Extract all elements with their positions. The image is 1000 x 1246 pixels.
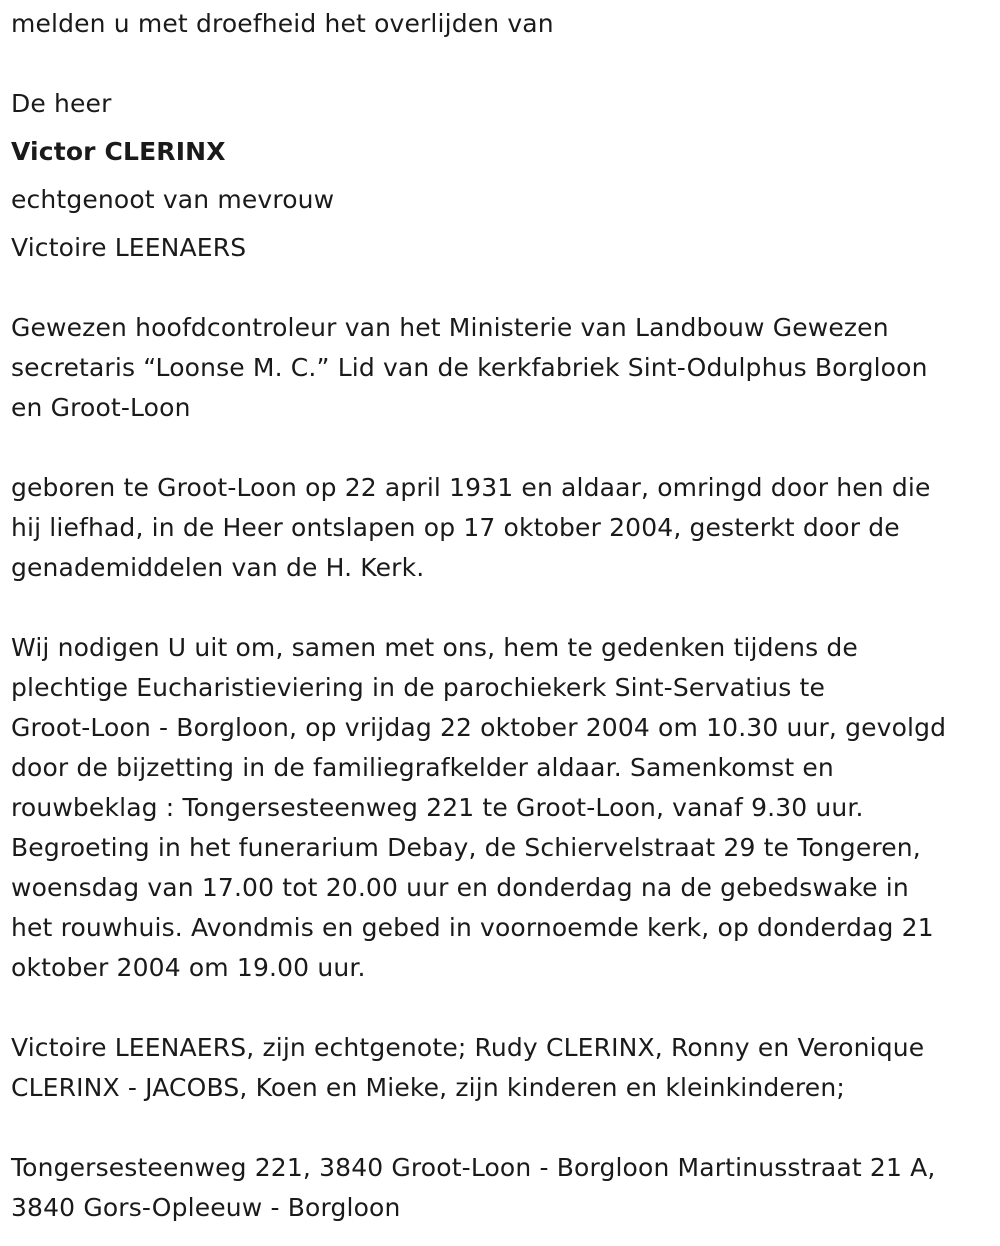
invitation-line: Groot-Loon - Borgloon, op vrijdag 22 oktober 2004 om 10.30 uur, gevolgd	[11, 713, 947, 742]
intro-text: melden u met droefheid het overlijden van	[11, 9, 554, 38]
career-line: Gewezen hoofdcontroleur van het Ministerie van Landbouw Gewezen	[11, 313, 889, 342]
biography-line: geboren te Groot-Loon op 22 april 1931 en aldaar, omringd door hen die	[11, 473, 931, 502]
family-line: Victoire LEENAERS, zijn echtgenote; Rudy CLERINX, Ronny en Veronique	[11, 1033, 925, 1062]
invitation-line: Wij nodigen U uit om, samen met ons, hem te gedenken tijdens de	[11, 633, 858, 662]
career-line: en Groot-Loon	[11, 393, 191, 422]
address-line: Tongersesteenweg 221, 3840 Groot-Loon - Borgloon Martinusstraat 21 A,	[11, 1153, 936, 1182]
biography-line: hij liefhad, in de Heer ontslapen op 17 oktober 2004, gesterkt door de	[11, 513, 900, 542]
biography-line: genademiddelen van de H. Kerk.	[11, 553, 425, 582]
salutation: De heer	[11, 89, 112, 118]
invitation-line: Begroeting in het funerarium Debay, de Schiervelstraat 29 te Tongeren,	[11, 833, 921, 862]
invitation-line: woensdag van 17.00 tot 20.00 uur en donderdag na de gebedswake in	[11, 873, 909, 902]
career-paragraph	[11, 308, 993, 428]
family-line: CLERINX - JACOBS, Koen en Mieke, zijn kinderen en kleinkinderen;	[11, 1073, 845, 1102]
obituary-notice	[11, 4, 993, 1228]
address-line: 3840 Gors-Opleeuw - Borgloon	[11, 1193, 401, 1222]
biography-paragraph	[11, 468, 993, 588]
deceased-name: Victor CLERINX	[11, 137, 226, 166]
career-line: secretaris “Loonse M. C.” Lid van de kerkfabriek Sint-Odulphus Borgloon	[11, 353, 928, 382]
invitation-line: rouwbeklag : Tongersesteenweg 221 te Groot-Loon, vanaf 9.30 uur.	[11, 793, 864, 822]
invitation-paragraph	[11, 628, 993, 988]
addresses-paragraph	[11, 1148, 993, 1228]
invitation-line: plechtige Eucharistieviering in de parochiekerk Sint-Servatius te	[11, 673, 826, 702]
invitation-line: het rouwhuis. Avondmis en gebed in voornoemde kerk, op donderdag 21	[11, 913, 934, 942]
invitation-line: door de bijzetting in de familiegrafkelder aldaar. Samenkomst en	[11, 753, 834, 782]
spouse-label: echtgenoot van mevrouw	[11, 185, 335, 214]
spouse-name: Victoire LEENAERS	[11, 233, 247, 262]
invitation-line: oktober 2004 om 19.00 uur.	[11, 953, 366, 982]
family-paragraph	[11, 1028, 993, 1108]
